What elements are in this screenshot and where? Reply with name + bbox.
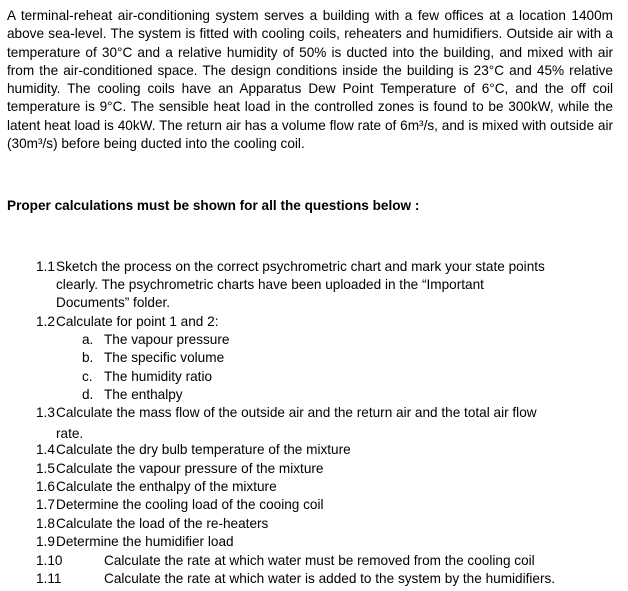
question-1-1-continued: Documents” folder. — [56, 295, 171, 310]
question-1-3-continued: rate. — [56, 426, 84, 441]
problem-statement: A terminal-reheat air-conditioning system serves a building with a few offices at a location 1400m above sea-level. The system is fitted with cooling coils, reheaters and humidifiers. Outside air with a temperature of 30°C and a relative humidity of 50% is ducted into the building, and mixed with air from the air-conditioned space. The design conditions inside the building is 23°C and 45% relative humidity. The cooling coils have an Apparatus Dew Point Temperature of 6°C, and the off coil temperature is 9°C. The sensible heat load in the controlled zones is found to be 300kW, while the latent heat load is 40kW. The return air has a volume flow rate of 6m³/s, and is mixed with outside air (30m³/s) before being ducted into the cooling coil. — [7, 8, 613, 152]
question-1-1-continued: clearly. The psychrometric charts have been uploaded in the “Important — [56, 277, 484, 292]
subitem-a: a. The vapour pressure — [82, 332, 230, 347]
subitem-d: d. The enthalpy — [82, 387, 183, 402]
question-1-1: 1.1Sketch the process on the correct psychrometric chart and mark your state points — [36, 259, 545, 274]
question-1-10: 1.10 Calculate the rate at which water must be removed from the cooling coil — [36, 553, 535, 568]
question-1-9: 1.9Determine the humidifier load — [36, 534, 234, 549]
question-1-4: 1.4Calculate the dry bulb temperature of the mixture — [36, 442, 351, 457]
subitem-b: b. The specific volume — [82, 350, 225, 365]
question-1-11: 1.11 Calculate the rate at which water is added to the system by the humidifiers. — [36, 571, 556, 586]
question-1-3: 1.3Calculate the mass flow of the outside air and the return air and the total air flow — [36, 405, 537, 420]
question-1-5: 1.5Calculate the vapour pressure of the mixture — [36, 461, 324, 476]
question-1-8: 1.8Calculate the load of the re-heaters — [36, 516, 269, 531]
instructions-heading: Proper calculations must be shown for all the questions below : — [7, 198, 420, 213]
question-1-7: 1.7Determine the cooling load of the cooing coil — [36, 497, 324, 512]
question-1-6: 1.6Calculate the enthalpy of the mixture — [36, 479, 277, 494]
subitem-c: c. The humidity ratio — [82, 369, 213, 384]
question-1-2: 1.2Calculate for point 1 and 2: — [36, 314, 219, 329]
